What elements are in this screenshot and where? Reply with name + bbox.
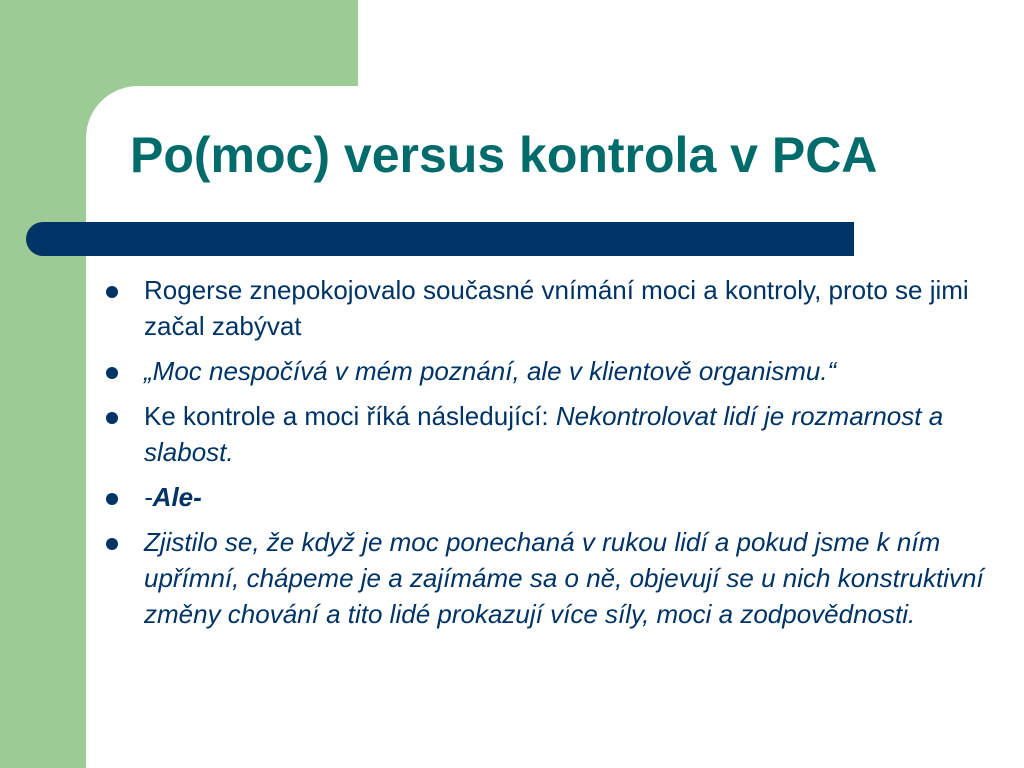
bullet-dot-icon bbox=[106, 367, 118, 379]
bullet-emphasis-text: Ale- bbox=[152, 482, 202, 512]
bullet-quote-text: „Moc nespočívá v mém poznání, ale v klientově organismu.“ bbox=[144, 356, 837, 386]
bullet-item bbox=[100, 398, 1018, 470]
bullet-text: Ke kontrole a moci říká následující: bbox=[144, 401, 556, 431]
bullet-text: Rogerse znepokojovalo současné vnímání moci a kontroly, proto se jimi začal zabývat bbox=[144, 275, 969, 341]
bullet-item bbox=[100, 272, 1018, 344]
bullet-prefix: - bbox=[144, 482, 153, 512]
bullet-item bbox=[100, 353, 1018, 389]
bullet-italic-text: Nekontrolovat lidí je rozmarnost a slabost. bbox=[144, 401, 944, 467]
bullet-dot-icon bbox=[106, 286, 118, 298]
slide-title: Po(moc) versus kontrola v PCA bbox=[130, 127, 878, 183]
bullet-item bbox=[100, 479, 1018, 515]
bullet-item bbox=[100, 524, 1018, 632]
bullet-list bbox=[100, 272, 1018, 641]
bullet-dot-icon bbox=[106, 493, 118, 505]
bullet-dot-icon bbox=[106, 538, 118, 550]
bullet-italic-text: Zjistilo se, že když je moc ponechaná v rukou lidí a pokud jsme k ním upřímní, chápeme je a zajímáme sa o ně, objevují se u nich konstruktivní změny chování a tito lidé prokazují více síly, moci a zodpovědnosti. bbox=[144, 527, 984, 629]
bullet-dot-icon bbox=[106, 412, 118, 424]
title-underline-bar bbox=[26, 222, 854, 256]
